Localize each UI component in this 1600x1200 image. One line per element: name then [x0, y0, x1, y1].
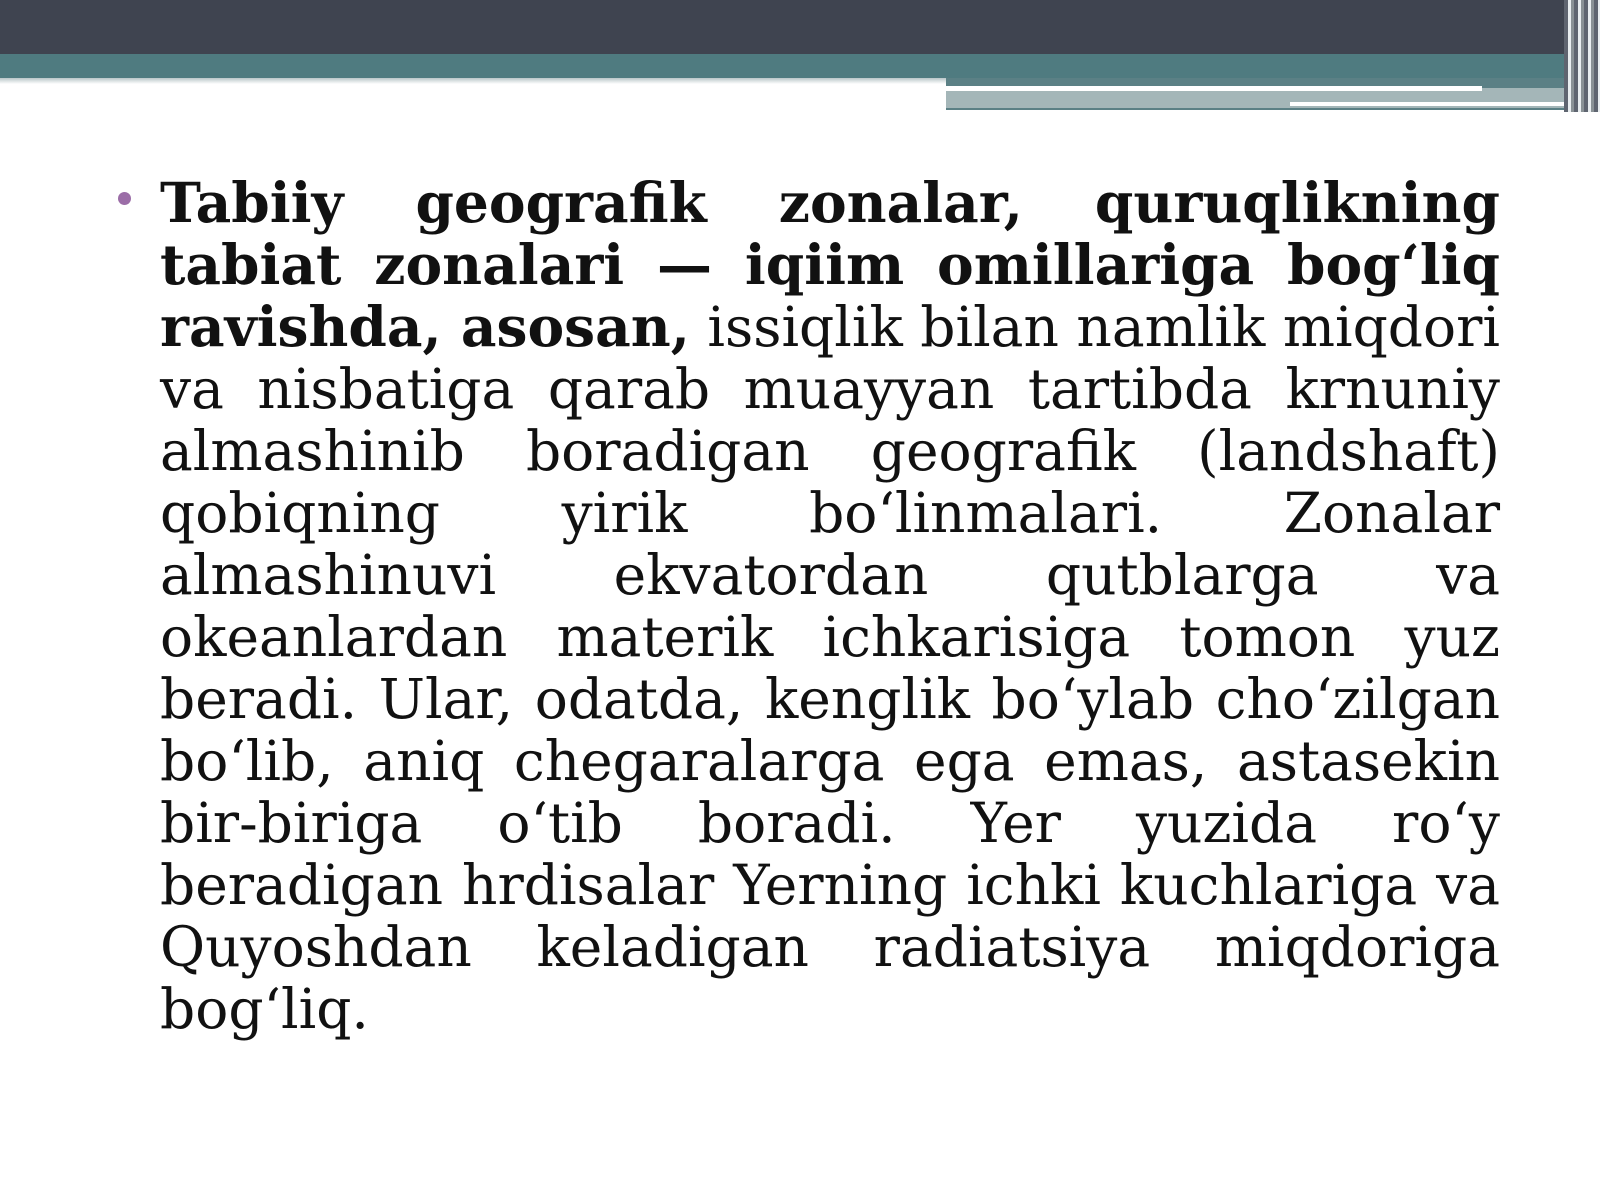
bullet-regular-text: issiqlik bilan namlik miqdori va nisbatiga qarab muayyan tartibda krnuniy almashinib boradigan geografik (landshaft) qobiqning yirik bo‘linmalari. Zonalar almashinuvi ekvatordan qutblarga va okeanlardan materik ichkarisiga tomon yuz beradi. Ular, odatda, kenglik bo‘ylab cho‘zilgan bo‘lib, aniq chegaralarga ega emas, astasekin bir-biriga o‘tib boradi. Yer yuzida ro‘y beradigan hrdisalar Yerning ichki kuchlariga va Quyoshdan keladigan radiatsiya miqdoriga bog‘liq. [160, 295, 1500, 1041]
header-white-line-short [1290, 102, 1568, 106]
bullet-item [118, 172, 1500, 1040]
header-dark-band [0, 0, 1600, 54]
header-stripes [1564, 0, 1600, 112]
header-teal-band [0, 54, 1568, 78]
bullet-bold-text: Tabiiy geografik zonalar, quruqlikning tabiat zonalari — iqiim omillariga bog‘liq ravishda, asosan, [160, 170, 1500, 359]
bullet-paragraph [160, 172, 1500, 1040]
slide-content [118, 172, 1500, 1040]
bullet-dot-icon [118, 192, 131, 205]
header-white-line [946, 86, 1482, 91]
